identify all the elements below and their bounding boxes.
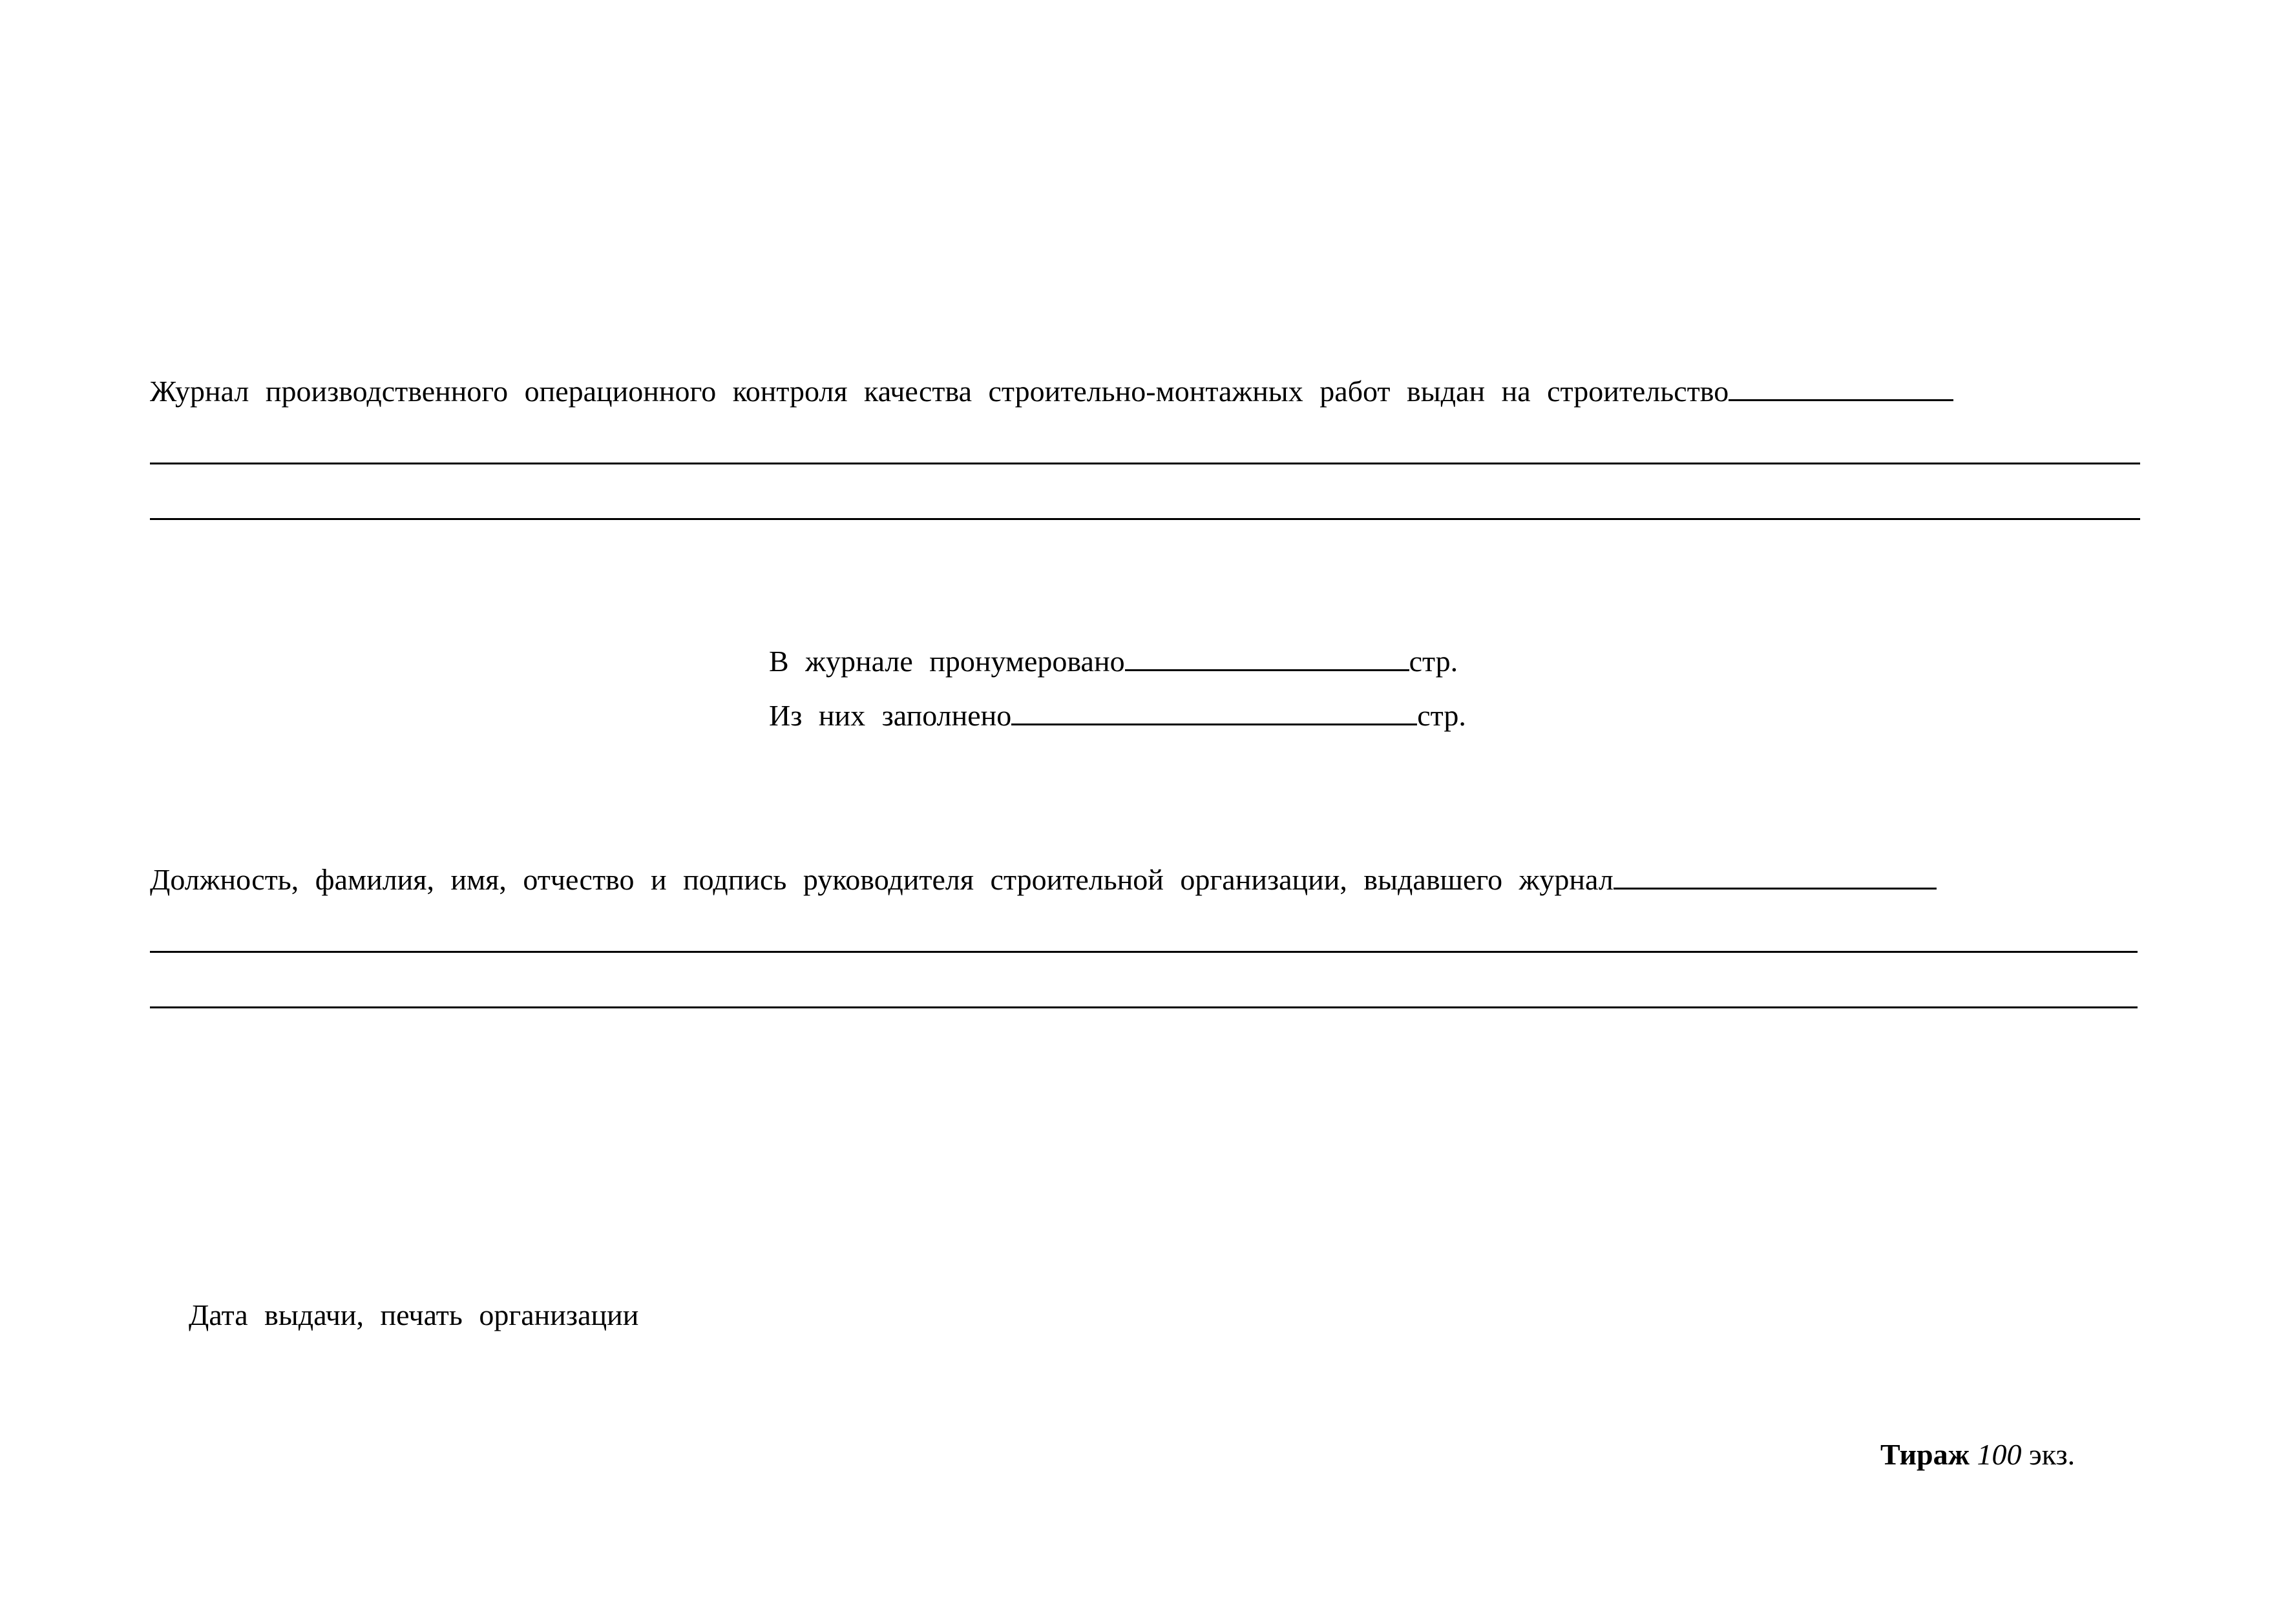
pages-numbered-label: В журнале пронумеровано [769, 645, 1125, 678]
pages-filled-line [769, 698, 1466, 734]
pages-filled-unit: стр. [1417, 699, 1466, 732]
construction-site-field[interactable] [1729, 373, 1953, 401]
construction-site-field-line-3[interactable] [150, 518, 2140, 520]
print-run [1880, 1437, 2075, 1473]
pages-numbered-line [769, 643, 1458, 680]
print-run-label: Тираж [1880, 1438, 1970, 1471]
pages-numbered-unit: стр. [1409, 645, 1458, 678]
signatory-field-line-2[interactable] [150, 951, 2138, 953]
construction-site-field-line-2[interactable] [150, 463, 2140, 464]
issue-date-stamp-label: Дата выдачи, печать организации [189, 1298, 639, 1331]
pages-numbered-field[interactable] [1125, 643, 1409, 671]
print-run-unit: экз. [2028, 1438, 2076, 1471]
journal-issued-line [150, 373, 1953, 410]
signatory-field[interactable] [1614, 862, 1937, 890]
signatory-line [150, 862, 1937, 898]
journal-issued-label: Журнал производственного операционного контроля качества строительно-монтажных работ выдан на строительство [150, 375, 1729, 408]
signatory-label: Должность, фамилия, имя, отчество и подпись руководителя строительной организации, выдавшего журнал [150, 863, 1614, 896]
signatory-field-line-3[interactable] [150, 1006, 2138, 1008]
pages-filled-field[interactable] [1011, 698, 1417, 725]
print-run-count: 100 [1977, 1438, 2022, 1471]
pages-filled-label: Из них заполнено [769, 699, 1012, 732]
